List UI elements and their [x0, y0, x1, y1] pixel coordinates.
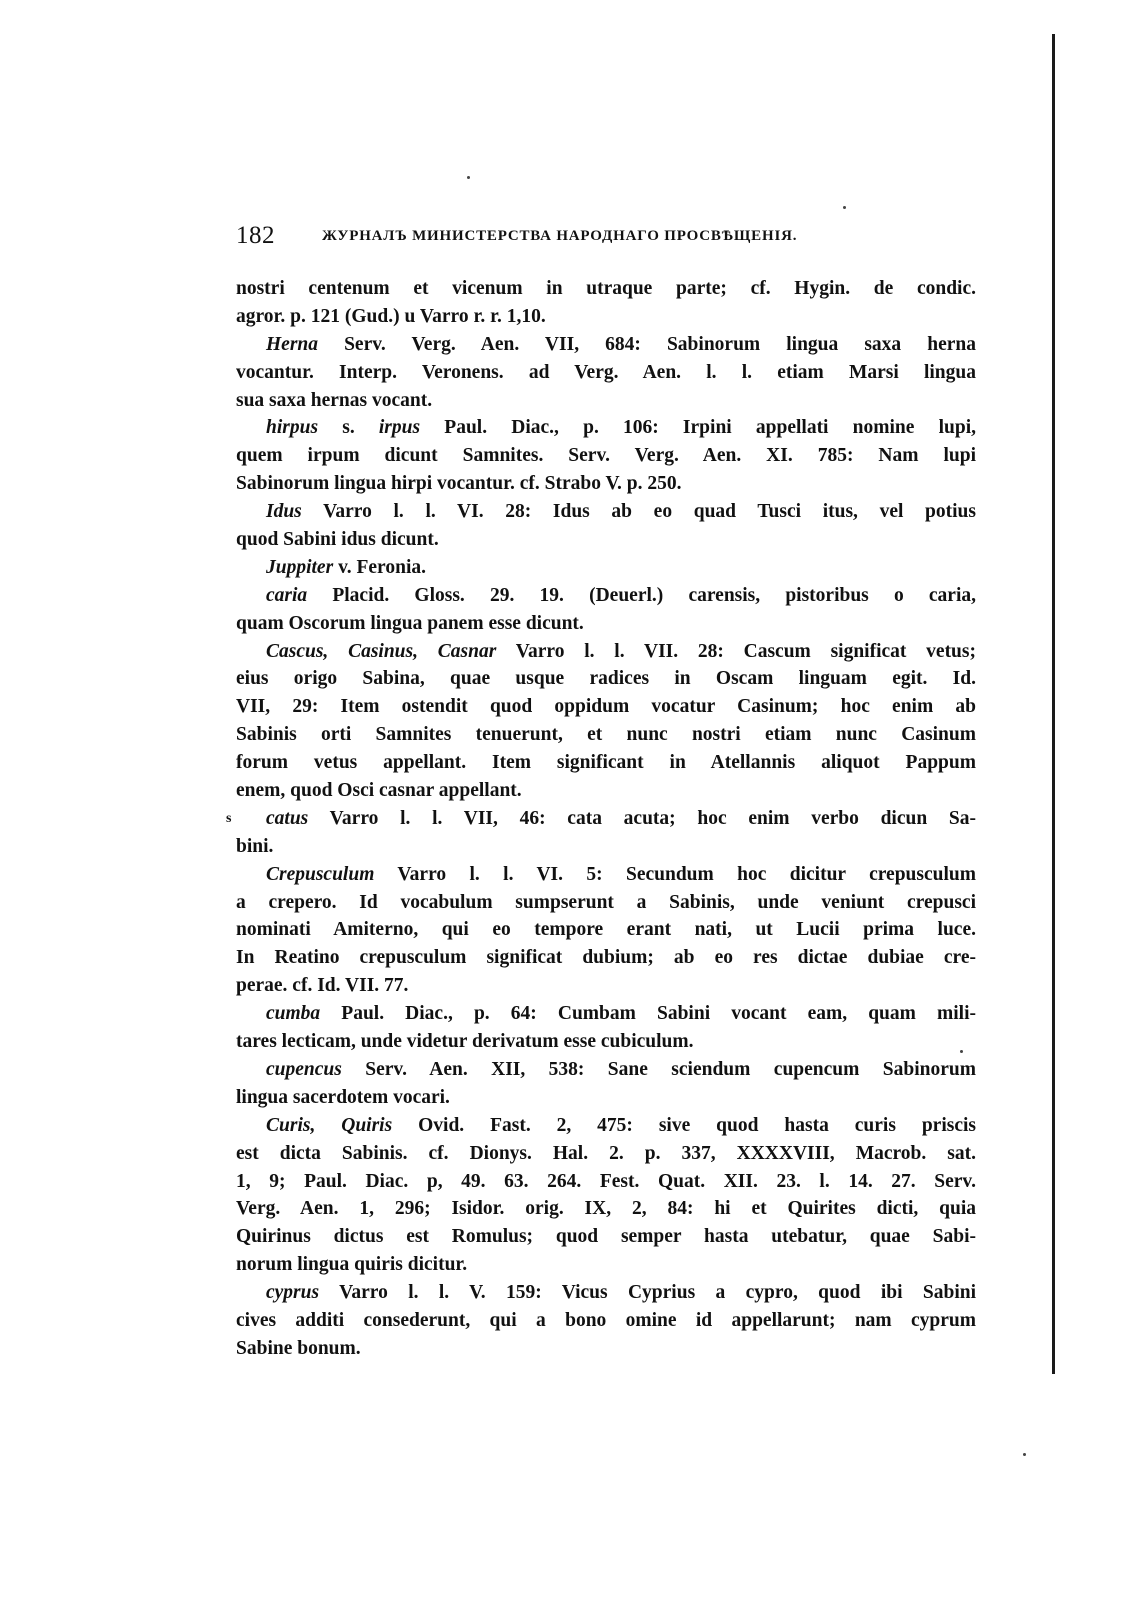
lemma-term: Juppiter [266, 556, 334, 578]
page-edge-line [1052, 34, 1055, 1374]
text-line [236, 526, 976, 554]
line-text: s. [318, 417, 379, 439]
text-line [236, 442, 976, 470]
line-text: forum vetus appellant. Item significant in Atellannis aliquot Pappum [236, 752, 976, 774]
text-line [236, 1140, 976, 1168]
line-text: perae. cf. Id. VII. 77. [236, 975, 409, 997]
line-text: VII, 29: Item ostendit quod oppidum vocatur Casinum; hoc enim ab [236, 696, 976, 718]
line-text: Paul. Diac., p. 106: Irpini appellati nomine lupi, [420, 417, 976, 439]
line-text: quam Oscorum lingua panem esse dicunt. [236, 612, 584, 634]
line-text: lingua sacerdotem vocari. [236, 1086, 450, 1108]
line-text: Serv. Verg. Aen. VII, 684: Sabinorum lingua saxa herna [318, 333, 976, 355]
line-text: tares lecticam, unde videtur derivatum esse cubiculum. [236, 1031, 694, 1053]
text-line [236, 582, 976, 610]
text-line [236, 665, 976, 693]
line-text: est dicta Sabinis. cf. Dionys. Hal. 2. p. 337, XXXXVIII, Macrob. sat. [236, 1142, 976, 1164]
lemma-term: Cascus, Casinus, Casnar [266, 640, 497, 662]
line-text: norum lingua quiris dicitur. [236, 1254, 468, 1276]
line-text: v. Feronia. [333, 556, 426, 578]
line-text: nominati Amiterno, qui eo tempore erant nati, ut Lucii prima luce. [236, 919, 976, 941]
text-line [236, 1335, 976, 1363]
text-line [236, 359, 976, 387]
text-line [236, 1000, 976, 1028]
text-line [236, 610, 976, 638]
text-line [236, 303, 976, 331]
text-line [236, 833, 976, 861]
line-text: Varro l. l. VII. 28: Cascum significat vetus; [496, 640, 976, 662]
text-line [236, 1251, 976, 1279]
line-text: 1, 9; Paul. Diac. p, 49. 63. 264. Fest. Quat. XII. 23. l. 14. 27. Serv. [236, 1170, 976, 1192]
margin-mark: s [226, 811, 232, 826]
text-line [236, 414, 976, 442]
scan-speck [843, 206, 846, 209]
text-line [236, 1056, 976, 1084]
line-text: In Reatino crepusculum significat dubium; ab eo res dictae dubiae cre- [236, 947, 976, 969]
line-text: Ovid. Fast. 2, 475: sive quod hasta curis priscis [392, 1114, 976, 1136]
text-line [236, 470, 976, 498]
line-text: Quirinus dictus est Romulus; quod semper hasta utebatur, quae Sabi- [236, 1226, 976, 1248]
line-text: Varro l. l. VI. 5: Secundum hoc dicitur crepusculum [374, 863, 976, 885]
text-line [236, 889, 976, 917]
text-line [236, 972, 976, 1000]
page-number: 182 [236, 222, 275, 249]
text-line [236, 805, 976, 833]
text-line [236, 331, 976, 359]
text-line [236, 721, 976, 749]
text-line [236, 1028, 976, 1056]
text-line [236, 1307, 976, 1335]
lemma-term: Herna [266, 333, 319, 355]
lemma-term: hirpus [266, 417, 319, 439]
line-text: Placid. Gloss. 29. 19. (Deuerl.) carensis, pistoribus o caria, [307, 584, 976, 606]
text-line [236, 387, 976, 415]
line-text: Verg. Aen. 1, 296; Isidor. orig. IX, 2, 84: hi et Quirites dicti, quia [236, 1198, 976, 1220]
text-line [236, 1223, 976, 1251]
lemma-term: cyprus [266, 1282, 320, 1304]
line-text: agror. p. 121 (Gud.) u Varro r. r. 1,10. [236, 305, 546, 327]
running-title: ЖУРНАЛЪ МИНИСТЕРСТВА НАРОДНАГО ПРОСВѢЩЕНІЯ. [322, 228, 798, 244]
line-text: a crepero. Id vocabulum sumpserunt a Sabinis, unde veniunt crepusci [236, 891, 976, 913]
text-line [236, 638, 976, 666]
page-header [236, 222, 876, 258]
line-text: Varro l. l. VII, 46: cata acuta; hoc enim verbo dicun Sa- [308, 807, 976, 829]
text-line [236, 554, 976, 582]
text-line [236, 861, 976, 889]
line-text: eius origo Sabina, quae usque radices in Oscam linguam egit. Id. [236, 668, 976, 690]
line-text: quod Sabini idus dicunt. [236, 529, 439, 551]
scan-speck [1023, 1453, 1026, 1456]
text-line [236, 749, 976, 777]
text-line [236, 916, 976, 944]
text-line [236, 1084, 976, 1112]
line-text: quem irpum dicunt Samnites. Serv. Verg. Aen. XI. 785: Nam lupi [236, 445, 976, 467]
line-text: Varro l. l. VI. 28: Idus ab eo quad Tusci itus, vel potius [301, 501, 976, 523]
line-text: bini. [236, 835, 274, 857]
line-text: Serv. Aen. XII, 538: Sane sciendum cupencum Sabinorum [341, 1058, 976, 1080]
scan-speck [960, 1050, 963, 1053]
text-line [236, 1195, 976, 1223]
line-text: Varro l. l. V. 159: Vicus Cyprius a cypro, quod ibi Sabini [319, 1282, 976, 1304]
text-line [236, 777, 976, 805]
lemma-term: Crepusculum [266, 863, 375, 885]
text-line [236, 693, 976, 721]
text-line [236, 1279, 976, 1307]
line-text: nostri centenum et vicenum in utraque parte; cf. Hygin. de condic. [236, 278, 976, 299]
line-text: Paul. Diac., p. 64: Cumbam Sabini vocant eam, quam mili- [320, 1003, 976, 1025]
lemma-term: Idus [266, 501, 302, 523]
lemma-term: cupencus [266, 1058, 342, 1080]
text-line [236, 275, 976, 303]
body-text [236, 275, 976, 1363]
lemma-term: Curis, Quiris [266, 1114, 393, 1136]
line-text: Sabine bonum. [236, 1337, 361, 1359]
text-line [236, 1168, 976, 1196]
line-text: enem, quod Osci casnar appellant. [236, 780, 522, 802]
text-line [236, 498, 976, 526]
text-line [236, 1112, 976, 1140]
lemma-term: irpus [378, 417, 421, 439]
line-text: Sabinorum lingua hirpi vocantur. cf. Strabo V. p. 250. [236, 473, 682, 495]
lemma-term: cumba [266, 1003, 321, 1025]
lemma-term: catus [266, 807, 309, 829]
line-text: vocantur. Interp. Veronens. ad Verg. Aen. l. l. etiam Marsi lingua [236, 361, 976, 383]
lemma-term: caria [266, 584, 308, 606]
scan-speck [467, 176, 470, 179]
text-line [236, 944, 976, 972]
line-text: Sabinis orti Samnites tenuerunt, et nunc nostri etiam nunc Casinum [236, 724, 976, 746]
line-text: cives additi consederunt, qui a bono omine id appellarunt; nam cyprum [236, 1309, 976, 1331]
line-text: sua saxa hernas vocant. [236, 389, 433, 411]
